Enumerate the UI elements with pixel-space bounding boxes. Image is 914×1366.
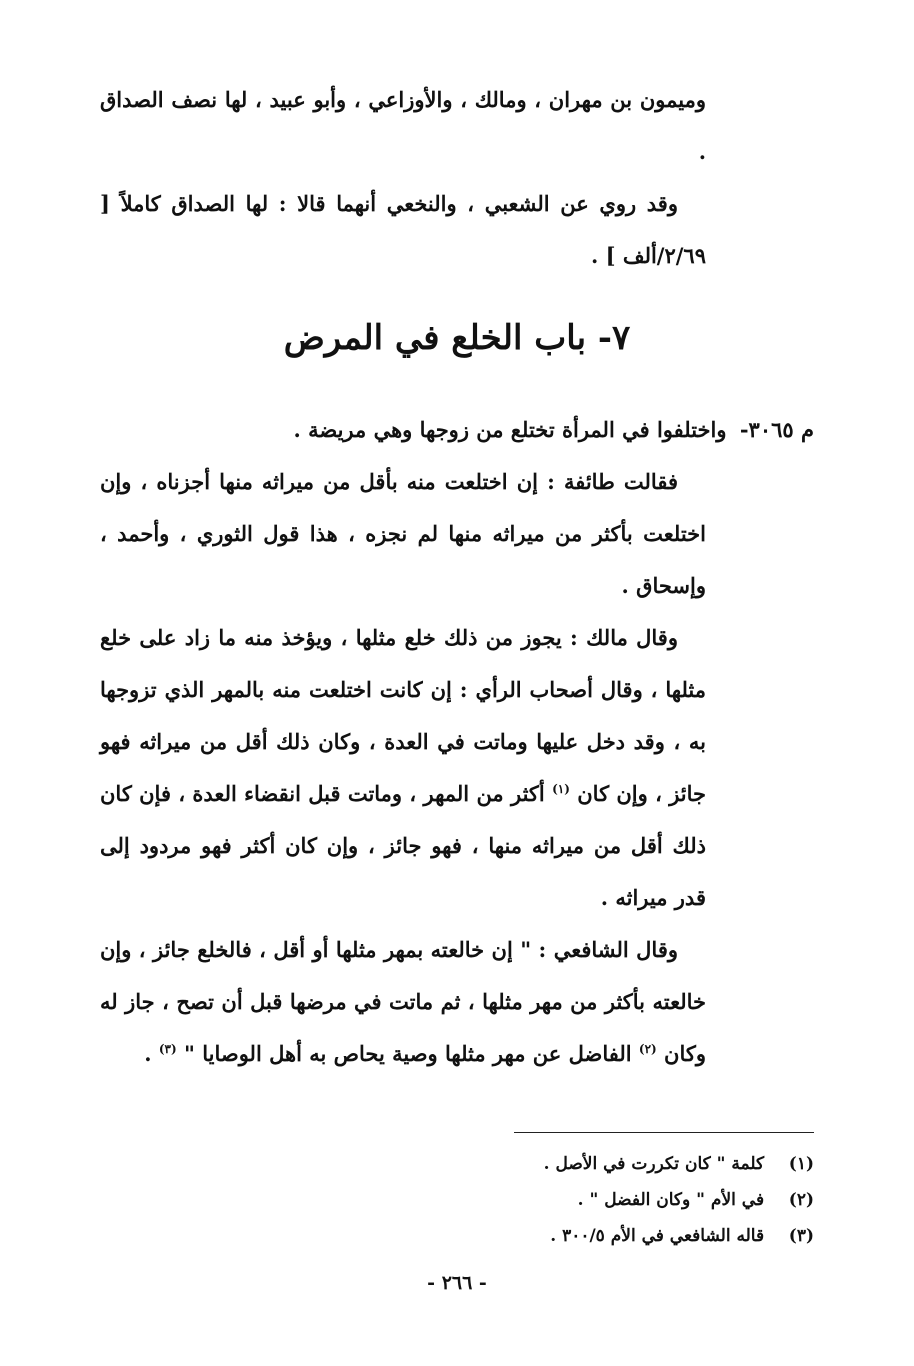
footnote-ref: (١)	[552, 782, 570, 796]
issue-line	[100, 404, 814, 456]
paragraph: وقد روي عن الشعبي ، والنخعي أنهما قالا : لها الصداق كاملاً [ ٢/٦٩/ألف ] .	[100, 191, 706, 268]
paragraph-text: .	[144, 1041, 152, 1066]
footnote-text: كلمة " كان تكررت في الأصل .	[543, 1154, 765, 1174]
footnotes	[214, 1146, 814, 1254]
paragraph: وميمون بن مهران ، ومالك ، والأوزاعي ، وأبو عبيد ، لها نصف الصداق .	[100, 87, 706, 164]
paragraph: فقالت طائفة : إن اختلعت منه بأقل من ميراثه منها أجزناه ، وإن اختلعت بأكثر من ميراثه منها لم نجزه ، هذا قول الثوري ، وأحمد ، وإسحاق .	[100, 469, 706, 598]
footnote-text: قاله الشافعي في الأم ٣٠٠/٥ .	[550, 1226, 765, 1246]
main-text-block	[100, 456, 706, 1080]
issue-text: واختلفوا في المرأة تختلع من زوجها وهي مريضة .	[293, 417, 727, 442]
footnote-ref: (٢)	[638, 1042, 657, 1056]
footnote	[214, 1182, 814, 1218]
paragraph-text: أكثر من المهر ، وماتت قبل انقضاء العدة ، فإن كان ذلك أقل من ميراثه منها ، فهو جائز ، وإن كان أكثر فهو مردود إلى قدر ميراثه .	[100, 781, 706, 910]
footnote-number: (٢)	[788, 1190, 814, 1210]
chapter-heading: ٧- باب الخلع في المرض	[283, 318, 631, 358]
footnote-number: (١)	[788, 1154, 814, 1174]
footnote	[214, 1146, 814, 1182]
paragraph-text: وقال الشافعي : " إن خالعته بمهر مثلها أو أقل ، فالخلع جائز ، وإن خالعته بأكثر من مهر مثلها ، ثم ماتت في مرضها قبل أن تصح ، جاز له وكان	[100, 937, 706, 1066]
footnote-ref: (٣)	[158, 1042, 177, 1056]
paragraph-text: الفاضل عن مهر مثلها وصية يحاص به أهل الوصايا "	[183, 1041, 632, 1066]
continued-text-block	[100, 74, 706, 282]
paragraph-text: وقال مالك : يجوز من ذلك خلع مثلها ، ويؤخذ منه ما زاد على خلع مثلها ، وقال أصحاب الرأي : إن كانت اختلعت منه بالمهر الذي تزوجها به ، وقد دخل عليها وماتت في العدة ، وكان ذلك أقل من ميراثه فهو جائز ، وإن كان	[100, 625, 707, 806]
footnote	[214, 1218, 814, 1254]
footnote-divider	[514, 1132, 814, 1133]
page-number: - ٢٦٦ -	[427, 1272, 487, 1294]
paragraph	[100, 612, 706, 924]
footnote-text: في الأم " وكان الفضل " .	[577, 1190, 765, 1210]
paragraph	[100, 924, 706, 1080]
issue-number: م ٣٠٦٥-	[739, 417, 814, 442]
footnote-number: (٣)	[788, 1226, 814, 1246]
